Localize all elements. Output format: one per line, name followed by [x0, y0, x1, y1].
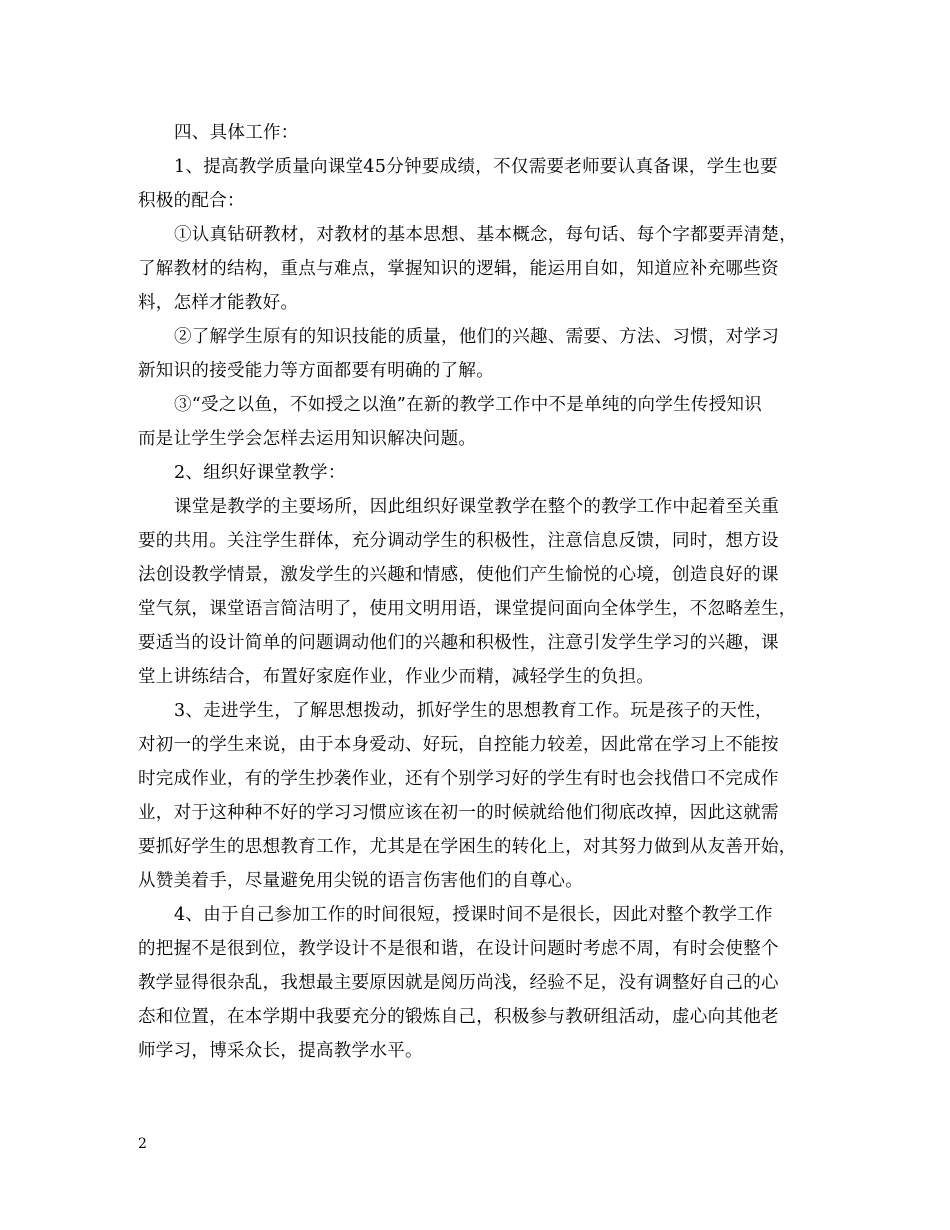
- text-line: 态和位置，在本学期中我要充分的锻炼自己，积极参与教研组活动，虚心向其他老: [138, 1007, 779, 1027]
- text-line: 的把握不是很到位，教学设计不是很和谐，在设计问题时考虑不周，有时会使整个: [138, 939, 779, 959]
- text-line: 新知识的接受能力等方面都要有明确的了解。: [138, 361, 494, 381]
- text-line: 料，怎样才能教好。: [138, 293, 299, 313]
- paragraph: [138, 320, 828, 388]
- paragraph: [138, 456, 828, 490]
- text-line: 要适当的设计简单的问题调动他们的兴趣和积极性，注意引发学生学习的兴趣，课: [138, 633, 779, 653]
- text-line: 业，对于这种种不好的学习习惯应该在初一的时候就给他们彻底改掉，因此这就需: [138, 803, 779, 823]
- paragraph: [138, 218, 828, 320]
- text-line: 4、由于自己参加工作的时间很短，授课时间不是很长，因此对整个教学工作: [174, 905, 773, 925]
- text-line: ①认真钻研教材，对教材的基本思想、基本概念，每句话、每个字都要弄清楚，: [174, 225, 797, 245]
- text-line: 从赞美着手，尽量避免用尖锐的语言伤害他们的自尊心。: [138, 871, 583, 891]
- text-line: 积极的配合：: [138, 191, 245, 211]
- text-line: 要抓好学生的思想教育工作，尤其是在学困生的转化上，对其努力做到从友善开始，: [138, 837, 797, 857]
- paragraph: [138, 490, 828, 694]
- text-line: 要的共用。关注学生群体，充分调动学生的积极性，注意信息反馈，同时，想方设: [138, 531, 779, 551]
- paragraph: [138, 150, 828, 218]
- text-line: 对初一的学生来说，由于本身爱动、好玩，自控能力较差，因此常在学习上不能按: [138, 735, 779, 755]
- text-line: 堂气氛，课堂语言简洁明了，使用文明用语，课堂提问面向全体学生，不忽略差生，: [138, 599, 797, 619]
- text-line: 3、走进学生，了解思想拨动，抓好学生的思想教育工作。玩是孩子的天性，: [174, 701, 773, 721]
- text-line: 堂上讲练结合，布置好家庭作业，作业少而精，减轻学生的负担。: [138, 667, 655, 687]
- paragraph: [138, 898, 828, 1068]
- page-number: 2: [138, 1136, 147, 1152]
- text-line: 了解教材的结构，重点与难点，掌握知识的逻辑，能运用自如，知道应补充哪些资: [138, 259, 779, 279]
- text-line: 教学显得很杂乱，我想最主要原因就是阅历尚浅，经验不足，没有调整好自己的心: [138, 973, 779, 993]
- paragraph: [138, 116, 828, 150]
- paragraph: [138, 388, 828, 456]
- text-line: 课堂是教学的主要场所，因此组织好课堂教学在整个的教学工作中起着至关重: [174, 497, 780, 517]
- text-line: 四、具体工作：: [174, 123, 299, 143]
- document-body: [138, 116, 828, 1068]
- text-line: 时完成作业，有的学生抄袭作业，还有个别学习好的学生有时也会找借口不完成作: [138, 769, 779, 789]
- paragraph: [138, 694, 828, 898]
- text-line: 2、组织好课堂教学：: [174, 463, 346, 483]
- text-line: ③“受之以鱼，不如授之以渔”在新的教学工作中不是单纯的向学生传授知识: [174, 395, 763, 415]
- text-line: 1、提高教学质量向课堂45分钟要成绩，不仅需要老师要认真备课，学生也要: [174, 157, 778, 177]
- text-line: 而是让学生学会怎样去运用知识解决问题。: [138, 429, 477, 449]
- text-line: 师学习，博采众长，提高教学水平。: [138, 1041, 423, 1061]
- text-line: 法创设教学情景，激发学生的兴趣和情感，使他们产生愉悦的心境，创造良好的课: [138, 565, 779, 585]
- text-line: ②了解学生原有的知识技能的质量，他们的兴趣、需要、方法、习惯，对学习: [174, 327, 780, 347]
